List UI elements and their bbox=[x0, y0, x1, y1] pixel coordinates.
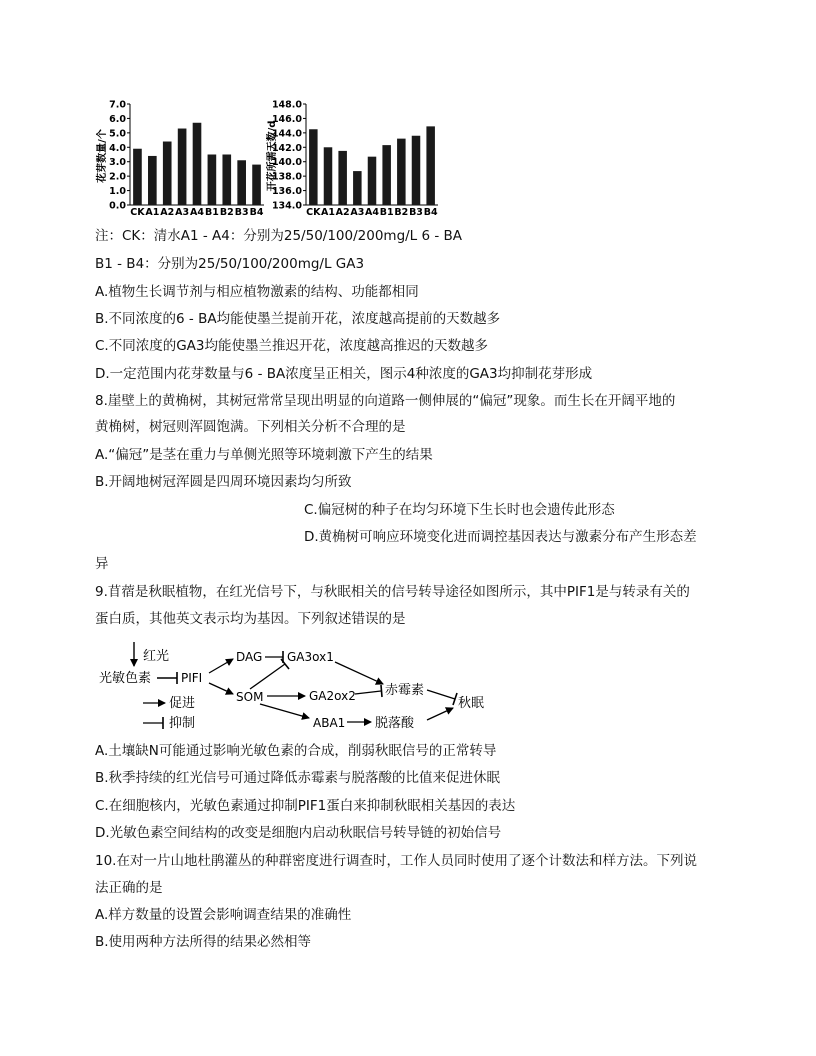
ytick-label: 2.0 bbox=[109, 171, 126, 183]
chart-note-line2: B1 - B4：分别为25/50/100/200mg/L GA3 bbox=[95, 256, 365, 272]
legend-inhibit-label: 抑制 bbox=[169, 716, 196, 731]
ga3ox1-node: GA3ox1 bbox=[287, 650, 334, 664]
category-label: B3 bbox=[409, 207, 423, 218]
category-label: CK bbox=[306, 207, 321, 218]
bar-a3 bbox=[353, 171, 362, 205]
category-label: A3 bbox=[350, 207, 365, 218]
bar-a4 bbox=[193, 123, 202, 205]
flowering-days-chart bbox=[266, 98, 442, 220]
category-label: B4 bbox=[249, 207, 264, 218]
ytick-label: 3.0 bbox=[109, 157, 126, 169]
q10-option-b: B.使用两种方法所得的结果必然相等 bbox=[95, 934, 312, 950]
bar-a1 bbox=[324, 147, 333, 205]
q9-option-c: C.在细胞核内，光敏色素通过抑制PIF1蛋白来抑制秋眠相关基因的表达 bbox=[95, 798, 516, 814]
pif1-to-dag-arrow bbox=[209, 659, 233, 673]
ytick-label: 138.0 bbox=[271, 171, 302, 183]
q8-option-d-wrap: 异 bbox=[95, 556, 109, 572]
bar-b3 bbox=[237, 160, 246, 205]
category-label: A4 bbox=[365, 207, 379, 218]
bar-b1 bbox=[208, 155, 217, 206]
ytick-label: 0.0 bbox=[109, 200, 126, 212]
bar-b3 bbox=[412, 136, 421, 205]
gibberellin-node: 赤霉素 bbox=[385, 683, 425, 698]
bar-b2 bbox=[222, 155, 231, 206]
som-inhibit-dag bbox=[250, 664, 285, 689]
red-light-label: 红光 bbox=[143, 649, 170, 664]
ytick-label: 140.0 bbox=[271, 157, 302, 169]
category-label: B3 bbox=[234, 207, 249, 218]
q7-option-d: D.一定范围内花芽数量与6 - BA浓度呈正相关，图示4种浓度的GA3均抑制花芽形成 bbox=[95, 366, 593, 382]
q10-stem-line2: 法正确的是 bbox=[95, 880, 163, 896]
category-label: A1 bbox=[145, 207, 160, 218]
ytick-label: 146.0 bbox=[271, 113, 302, 125]
category-label: A3 bbox=[175, 207, 190, 218]
ga2ox2-node: GA2ox2 bbox=[309, 689, 356, 703]
q9-option-a: A.土壤缺N可能通过影响光敏色素的合成，削弱秋眠信号的正常转导 bbox=[95, 743, 497, 759]
category-label: B1 bbox=[204, 207, 219, 218]
bar-b2 bbox=[397, 139, 406, 205]
aba1-node: ABA1 bbox=[313, 716, 346, 730]
flower-bud-chart bbox=[92, 98, 267, 220]
dormancy-node: 秋眠 bbox=[458, 696, 485, 711]
q9-stem-line1: 9.苜蓿是秋眠植物，在红光信号下，与秋眠相关的信号转导途径如图所示，其中PIF1是与转录有关的 bbox=[95, 584, 690, 600]
q8-option-d: D.黄桷树可响应环境变化进而调控基因表达与激素分布产生形态差 bbox=[304, 529, 697, 545]
category-label: A2 bbox=[160, 207, 175, 218]
ytick-label: 7.0 bbox=[109, 99, 126, 111]
category-label: B2 bbox=[219, 207, 234, 218]
bar-a4 bbox=[368, 157, 377, 205]
q8-option-c: C.偏冠树的种子在均匀环境下生长时也会遗传此形态 bbox=[304, 502, 615, 518]
ytick-label: 134.0 bbox=[271, 200, 302, 212]
ytick-label: 144.0 bbox=[271, 128, 302, 140]
chart2-ylabel: 开花所需天数/d bbox=[267, 120, 278, 192]
q10-option-a: A.样方数量的设置会影响调查结果的准确性 bbox=[95, 907, 352, 923]
legend-promote-label: 促进 bbox=[169, 696, 196, 711]
category-label: B4 bbox=[423, 207, 438, 218]
q8-option-a: A.“偏冠”是茎在重力与单侧光照等环境刺激下产生的结果 bbox=[95, 447, 433, 463]
ytick-label: 1.0 bbox=[109, 186, 126, 198]
q8-stem-line2: 黄桷树，树冠则浑圆饱满。下列相关分析不合理的是 bbox=[95, 419, 406, 435]
q9-option-b: B.秋季持续的红光信号可通过降低赤霉素与脱落酸的比值来促进休眠 bbox=[95, 770, 501, 786]
category-label: A2 bbox=[335, 207, 350, 218]
pif1-node: PIFI bbox=[181, 671, 203, 685]
ytick-label: 142.0 bbox=[271, 142, 302, 154]
som-node: SOM bbox=[236, 690, 264, 704]
chart1-ylabel: 花芽数量/个 bbox=[97, 129, 108, 183]
category-label: A1 bbox=[321, 207, 335, 218]
aba-to-dormancy-arrow bbox=[427, 708, 453, 720]
q8-stem-line1: 8.崖壁上的黄桷树，其树冠常常呈现出明显的向道路一侧伸展的“偏冠”现象。而生长在开阔平地的 bbox=[95, 393, 676, 409]
ga-inhibit-dormancy bbox=[427, 690, 455, 699]
chart-note-line1: 注：CK：清水A1 - A4：分别为25/50/100/200mg/L 6 - BA bbox=[95, 228, 463, 244]
category-label: B1 bbox=[379, 207, 394, 218]
ga2ox2-inhibit-ga bbox=[355, 691, 381, 694]
q7-option-b: B.不同浓度的6 - BA均能使墨兰提前开花，浓度越高提前的天数越多 bbox=[95, 311, 501, 327]
bar-b1 bbox=[382, 145, 391, 205]
dag-node: DAG bbox=[236, 650, 263, 664]
bar-b4 bbox=[426, 126, 435, 205]
ga3ox1-to-ga-arrow bbox=[335, 662, 383, 684]
bar-a2 bbox=[163, 142, 172, 205]
q7-option-a: A.植物生长调节剂与相应植物激素的结构、功能都相同 bbox=[95, 284, 419, 300]
bar-a2 bbox=[338, 151, 347, 205]
category-label: CK bbox=[130, 207, 145, 218]
som-to-aba1-arrow bbox=[260, 704, 309, 718]
category-label: B2 bbox=[394, 207, 409, 218]
phytochrome-node: 光敏色素 bbox=[99, 671, 152, 686]
q9-option-d: D.光敏色素空间结构的改变是细胞内启动秋眠信号转导链的初始信号 bbox=[95, 825, 502, 841]
q7-option-c: C.不同浓度的GA3均能使墨兰推迟开花，浓度越高推迟的天数越多 bbox=[95, 338, 489, 354]
abscisic-acid-node: 脱落酸 bbox=[375, 716, 415, 731]
bar-a3 bbox=[178, 129, 187, 205]
q10-stem-line1: 10.在对一片山地杜鹃灌丛的种群密度进行调查时，工作人员同时使用了逐个计数法和样方法。下列说 bbox=[95, 853, 697, 869]
q9-stem-line2: 蛋白质，其他英文表示均为基因。下列叙述错误的是 bbox=[95, 611, 406, 627]
bar-b4 bbox=[252, 165, 261, 205]
q8-option-b: B.开阔地树冠浑圆是四周环境因素均匀所致 bbox=[95, 474, 352, 490]
ytick-label: 4.0 bbox=[109, 142, 126, 154]
bar-ck bbox=[309, 129, 318, 205]
pif1-to-som-arrow bbox=[209, 683, 233, 694]
category-label: A4 bbox=[190, 207, 204, 218]
ytick-label: 148.0 bbox=[271, 99, 302, 111]
bar-a1 bbox=[148, 156, 157, 205]
signal-pathway-diagram bbox=[95, 640, 495, 740]
bar-ck bbox=[133, 149, 142, 205]
ytick-label: 6.0 bbox=[109, 113, 126, 125]
ytick-label: 136.0 bbox=[271, 186, 302, 198]
ytick-label: 5.0 bbox=[109, 128, 126, 140]
